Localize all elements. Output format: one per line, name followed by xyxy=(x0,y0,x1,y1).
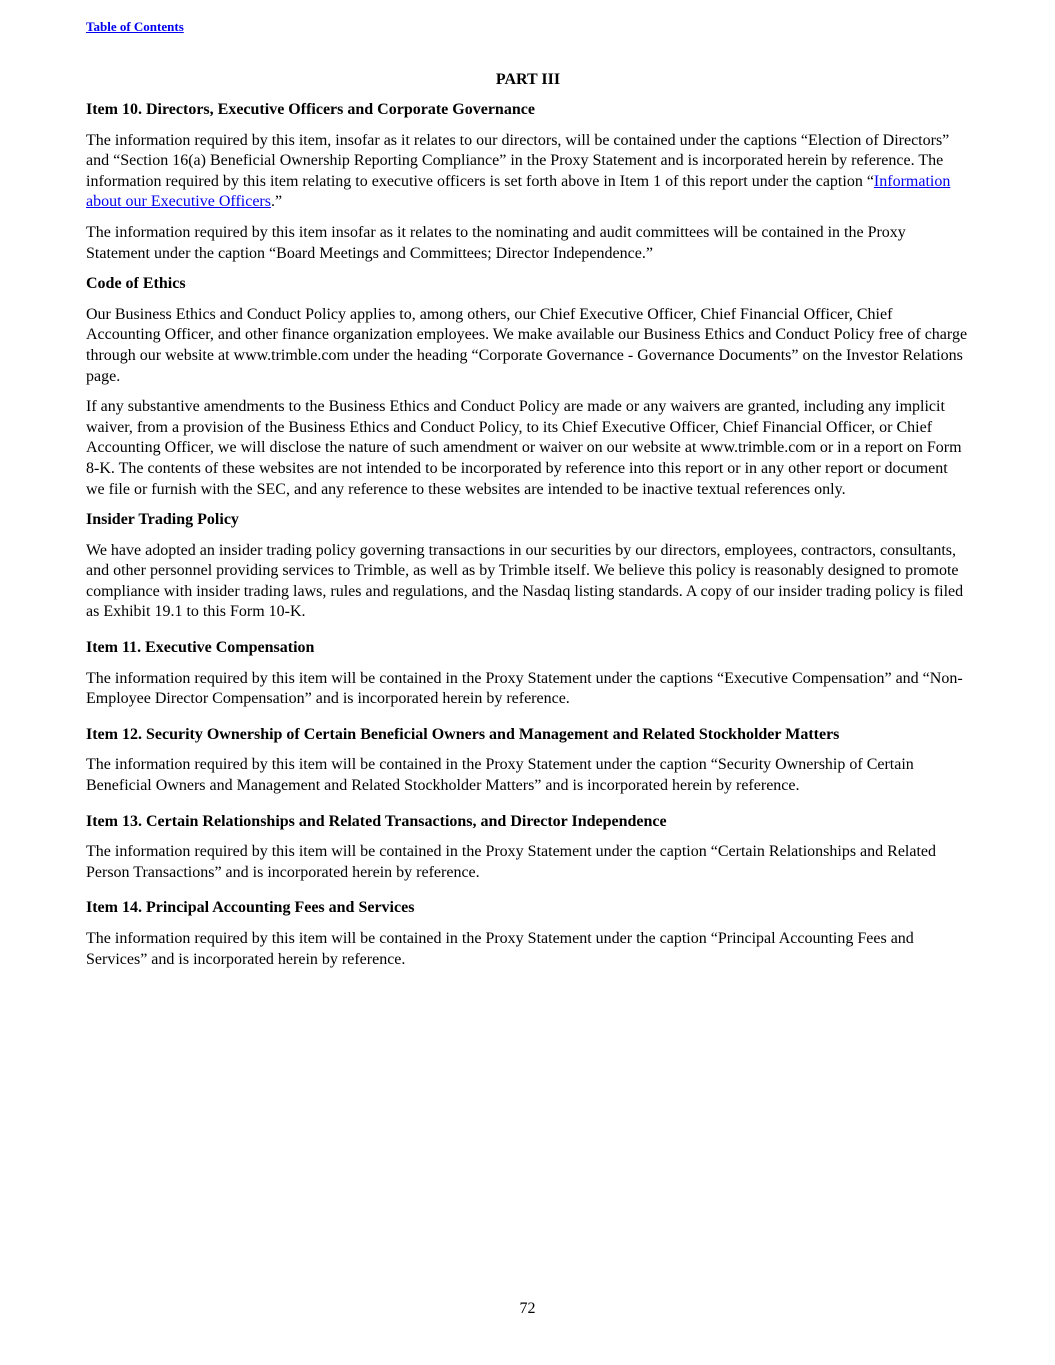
item-13-paragraph: The information required by this item will be contained in the Proxy Statement under the caption “Certain Relationships and Related Person Transactions” and is incorporated herein by reference. xyxy=(86,843,937,881)
code-of-ethics-paragraph-1: Our Business Ethics and Conduct Policy applies to, among others, our Chief Executive Officer, Chief Financial Officer, Chief Accounting Officer, and other finance organization employees. We make available our Business Ethics and Conduct Policy free of charge through our website at www.trimble.com under the heading “Corporate Governance - Governance Documents” on the Investor Relations page. xyxy=(86,305,968,385)
executive-officers-link[interactable]: Information about our Executive Officers xyxy=(86,172,951,211)
item-12-paragraph: The information required by this item will be contained in the Proxy Statement under the caption “Security Ownership of Certain Beneficial Owners and Management and Related Stockholder Matters” and is incorporated herein by reference. xyxy=(86,756,914,795)
item-14-paragraph: The information required by this item will be contained in the Proxy Statement under the caption “Principal Accounting Fees and Services” and is incorporated herein by reference. xyxy=(86,930,914,968)
code-of-ethics-paragraph-2: If any substantive amendments to the Business Ethics and Conduct Policy are made or any waivers are granted, including any implicit waiver, from a provision of the Business Ethics and Conduct Policy, to its Chief Executive Officer, Chief Financial Officer, or Chief Accounting Officer, we will disclose the nature of such amendment or waiver on our website at www.trimble.com or in a report on Form 8-K. The contents of these websites are not intended to be incorporated by reference into this report or in any other report or document we file or furnish with the SEC, and any reference to these websites are intended to be inactive textual references only. xyxy=(86,398,962,498)
item-14-heading: Item 14. Principal Accounting Fees and Services xyxy=(86,899,415,917)
item-10-paragraph-1-text: The information required by this item, insofar as it relates to our directors, will be contained under the captions “Election of Directors” and “Section 16(a) Beneficial Ownership Reporting Compliance” in the Proxy Statement and is incorporated herein by reference. The information required by this item relating to executive officers is set forth above in Item 1 of this report under the caption “ xyxy=(86,131,950,190)
item-13-heading: Item 13. Certain Relationships and Related Transactions, and Director Independence xyxy=(86,812,667,830)
item-11-heading: Item 11. Executive Compensation xyxy=(86,639,315,657)
code-of-ethics-heading: Code of Ethics xyxy=(86,275,186,293)
page-number: 72 xyxy=(519,1300,536,1317)
insider-trading-heading: Insider Trading Policy xyxy=(86,511,239,529)
item-12-heading: Item 12. Security Ownership of Certain Beneficial Owners and Management and Related Stockholder Matters xyxy=(86,725,840,743)
item-10-paragraph-2: The information required by this item insofar as it relates to the nominating and audit committees will be contained in the Proxy Statement under the caption “Board Meetings and Committees; Director Independence.” xyxy=(86,223,906,262)
item-10-heading: Item 10. Directors, Executive Officers and Corporate Governance xyxy=(86,101,535,118)
part-title: PART III xyxy=(495,71,561,88)
item-10-paragraph-1 xyxy=(86,131,970,213)
table-of-contents-link[interactable]: Table of Contents xyxy=(86,19,184,34)
item-11-paragraph: The information required by this item will be contained in the Proxy Statement under the captions “Executive Compensation” and “Non-Employee Director Compensation” and is incorporated herein by reference. xyxy=(86,669,963,708)
insider-trading-paragraph: We have adopted an insider trading policy governing transactions in our securities by our directors, employees, contractors, consultants, and other personnel providing services to Trimble, as well as by Trimble itself. We believe this policy is reasonably designed to promote compliance with insider trading laws, rules and regulations, and the Nasdaq listing standards. A copy of our insider trading policy is filed as Exhibit 19.1 to this Form 10-K. xyxy=(86,541,964,621)
item-10-paragraph-1-end: .” xyxy=(270,193,283,211)
document-body xyxy=(86,70,970,980)
